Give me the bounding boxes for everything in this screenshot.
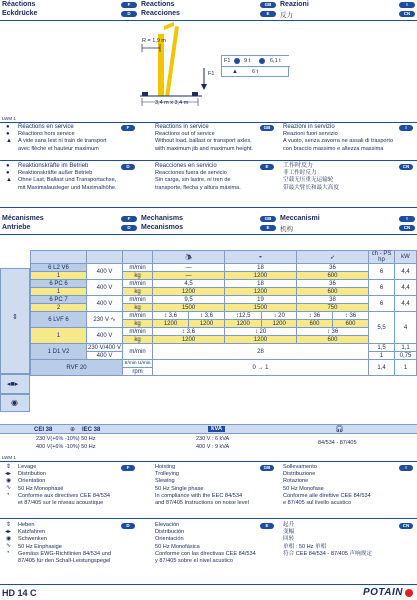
leg-fr-2: Orientation — [18, 478, 46, 485]
pc7-a1: 9,5 — [153, 296, 225, 304]
th-blank-1 — [31, 251, 87, 264]
f1-label: F1 — [224, 58, 231, 64]
mech-title-it: Meccanismi — [280, 215, 320, 222]
leg-de-4: Gemäss EWG-Richtlinien 84/534 und — [18, 550, 111, 557]
mech-col-en-es — [139, 214, 278, 233]
mech-title-fr: Mécanismes — [2, 215, 44, 222]
table-row — [31, 360, 417, 368]
leg-zh-2: 回转 — [283, 536, 295, 543]
bottom-divider-2 — [0, 518, 417, 519]
pc7-c1: 38 — [296, 296, 368, 304]
es-line-3: transporte, flecha y altura máxima. — [155, 184, 241, 191]
legend-fr — [18, 464, 136, 507]
leg-en-4: In compliance with the EEC 84/534 — [155, 492, 243, 499]
legend-es — [155, 522, 275, 565]
th-blank-3 — [123, 251, 153, 264]
lvf6-num: 1 — [31, 328, 87, 344]
service-dot-icon: ● — [6, 124, 10, 130]
hoist-icon-cell — [0, 268, 30, 374]
leg-zh-3: 单相 : 50 Hz 单相 — [283, 543, 327, 550]
lvf6-u1: m/min — [123, 312, 153, 320]
power-line-2: 400 V(+6% -10%) 50 Hz — [36, 444, 96, 450]
lv6-b2: 1200 — [225, 272, 297, 280]
reactions-text-divider — [0, 122, 417, 123]
lvf6-r4-1: 1200 — [225, 336, 297, 344]
leg-es-3: 50 Hz Monofásica — [155, 543, 200, 550]
th-turtle — [225, 251, 297, 264]
service-dot-icon-2: ● — [6, 163, 10, 169]
de-line-2: Ohne Last, Ballast und Transportachse, — [18, 177, 117, 184]
header-col-en-es — [139, 0, 278, 19]
mechanisms-header — [0, 214, 417, 233]
pc6-b1: 18 — [225, 280, 297, 288]
it-line-2: A vuoto, senza zavorra ne assali di trasporto — [283, 138, 394, 145]
lv6-volt: 400 V — [87, 264, 123, 280]
badge-f-2: F — [121, 125, 135, 131]
table-row — [31, 280, 417, 288]
kva-line-1: 230 V : 6 kVA — [196, 436, 230, 442]
mech-badge-e: E — [260, 225, 276, 231]
model-name: HD 14 C — [2, 588, 37, 598]
lvf6-r2-2: 1200 — [225, 320, 262, 328]
reactions-it — [283, 124, 413, 153]
title-zh: 反力 — [280, 12, 293, 19]
lvf6-r3-0: ↕ 3,6 — [153, 328, 225, 336]
bottom-divider — [0, 461, 417, 462]
dv2-kw1: 1,1 — [395, 344, 417, 352]
mech-title-es: Mecanismos — [141, 224, 184, 231]
it-line-1: Reazioni fuori servizio — [283, 131, 338, 138]
leg-zh-1: 变幅 — [283, 529, 295, 536]
title-it: Reazioni — [280, 1, 309, 8]
title-en: Reactions — [141, 1, 175, 8]
table-row — [31, 328, 417, 336]
badge-e-3: E — [260, 523, 274, 529]
reactions-fr — [18, 124, 136, 153]
lv6-kw: 4,4 — [395, 264, 417, 280]
th-snail — [153, 251, 225, 264]
header-underline — [0, 20, 417, 21]
mech-table-wrap — [0, 250, 417, 416]
pc6-num: 1 — [31, 288, 87, 296]
lv6-name: 6 L2 V6 — [31, 264, 87, 272]
mech-title-zh: 机构 — [280, 226, 293, 233]
pc7-a2: 1500 — [153, 304, 225, 312]
table-row — [31, 312, 417, 320]
reactions-header — [0, 0, 417, 19]
header-col-fr-de — [0, 0, 139, 19]
rvf-name: RVF 20 — [31, 360, 123, 376]
pc7-b2: 1500 — [225, 304, 297, 312]
leg-de-3: 50 Hz Einphasige — [18, 543, 62, 550]
iec-label: IEC 38 — [82, 427, 101, 433]
leg-fr-1: Distribution — [18, 471, 46, 478]
th-chps — [369, 251, 395, 264]
pc6-c1: 36 — [296, 280, 368, 288]
lv6-b1: 18 — [225, 264, 297, 272]
badge-cn-2: CN — [399, 164, 413, 170]
fr-line-3: avec flèche et hauteur maximum — [18, 145, 99, 152]
noise-legend-icon: ◔ — [6, 492, 10, 498]
reactions-text-divider-2 — [0, 160, 417, 161]
f1-value-2: 6,1 t — [270, 58, 281, 64]
pc6-a2: 1200 — [153, 288, 225, 296]
leg-es-2: Orientación — [155, 536, 184, 543]
legend-de — [18, 522, 136, 565]
lvf6-r4-0: 1200 — [153, 336, 225, 344]
lvf6-r1-2: ↕12,5 — [225, 312, 262, 320]
slew-icon-cell — [0, 394, 30, 412]
pc6-a1: 4,5 — [153, 280, 225, 288]
kva-line-2: 400 V : 9 kVA — [196, 444, 230, 450]
lvf6-u3: m/min — [123, 328, 153, 336]
pc7-num: 2 — [31, 304, 87, 312]
radius-label: R = 1,9 m — [142, 38, 166, 44]
rvf-u1: tr/min U/min — [123, 360, 153, 368]
leg-it-3: 50 Hz Monofase — [283, 485, 324, 492]
brand-logo: POTAIN — [362, 587, 403, 598]
legend-it — [283, 464, 413, 507]
reaction-values-box — [221, 55, 289, 77]
table-row — [31, 264, 417, 272]
slew-legend-icon: ◉ — [6, 478, 12, 484]
en-line-2: Without load, ballast or transport axles, — [155, 138, 252, 145]
en-line-0: Reactions in service — [155, 124, 209, 130]
mech-header-underline — [0, 234, 417, 235]
trolley-icon-cell — [0, 374, 30, 394]
legend-zh — [283, 522, 413, 558]
en-line-1: Reactions out of service — [155, 131, 215, 138]
lv6-u2: kg — [123, 272, 153, 280]
lvf6-r1-4: ↕ 36 — [296, 312, 332, 320]
pc6-kw: 4,4 — [395, 280, 417, 296]
badge-f-3: F — [121, 465, 135, 471]
zh-line-3: 带最大臂长和最大高度 — [283, 184, 339, 191]
lvf6-r1-3: ↕ 20 — [262, 312, 297, 320]
es-line-2: Sin carga, sin lastre, ni tren de — [155, 177, 231, 184]
pc7-volt: 400 V — [87, 296, 123, 312]
leg-it-0: Sollevamento — [283, 464, 317, 470]
th-kw: kW — [395, 251, 417, 264]
warning-icon-2: ▲ — [6, 177, 12, 183]
leg-en-5: and 87/405 Instructions on noise level — [155, 500, 249, 507]
leg-fr-5: et 87/405 sur le niveau acoustique — [18, 500, 104, 507]
turtle-icon: ◒ — [258, 254, 263, 260]
reaction-in-service-icon — [234, 58, 240, 64]
badge-cn: CN — [399, 11, 415, 17]
fr-line-2: A vide sans lest ni train de transport — [18, 138, 107, 145]
f1-row — [222, 56, 290, 67]
dv2-name: 1 D1 V2 — [31, 344, 87, 360]
leg-it-1: Distribuzione — [283, 471, 316, 478]
leg-de-5: 87/405 für den Schall-Leistungspegel — [18, 558, 111, 565]
mech-col-it-zh — [278, 214, 417, 233]
lvf6-r3-1: ↕ 20 — [225, 328, 297, 336]
snail-icon: 🐌︎ — [184, 254, 193, 261]
table-row — [31, 344, 417, 352]
warning-icon: ▲ — [232, 69, 238, 75]
pc6-ch: 6 — [369, 280, 395, 296]
dv2-u1: m/min — [123, 344, 153, 360]
leg-de-2: Schwenken — [18, 536, 47, 543]
fr-line-1: Réactions hors service — [18, 131, 75, 138]
pc7-c2: 750 — [296, 304, 368, 312]
es-line-0: Reacciones en servicio — [155, 163, 217, 169]
pc6-name: 6 PC 6 — [31, 280, 87, 288]
plug-icon: ⊕ — [70, 427, 76, 433]
pc7-kw: 4,4 — [395, 296, 417, 312]
badge-e: E — [260, 11, 276, 17]
badge-d: D — [121, 11, 137, 17]
lvf6-u2: kg — [123, 320, 153, 328]
mast-right-icon — [165, 26, 179, 96]
badge-d-2: D — [121, 164, 135, 170]
code-bottom: LWM 1 — [2, 455, 16, 460]
th-hare — [296, 251, 368, 264]
lv6-num: 1 — [31, 272, 87, 280]
title-fr: Réactions — [2, 1, 36, 8]
leg-en-0: Hoisting — [155, 464, 176, 470]
trolley-legend-icon-2: ◂▸ — [5, 529, 12, 535]
mech-badge-f: F — [121, 216, 137, 222]
lvf6-name: 6 LVF 6 — [31, 312, 87, 328]
lvf6-r3-2: ↕ 36 — [296, 328, 368, 336]
mech-col-fr-de — [0, 214, 139, 233]
hp-label: hp — [378, 257, 385, 263]
warning-icon: ▲ — [6, 138, 12, 144]
lv6-a2: — — [153, 272, 225, 280]
reaction-out-service-icon — [259, 58, 265, 64]
dv2-kw2: 0,75 — [395, 352, 417, 360]
lvf6-r2-5: 600 — [332, 320, 368, 328]
hoist-arrows-icon: ⇕ — [12, 314, 18, 321]
leg-es-5: y 87/405 sobre el nivel acustico — [155, 558, 234, 565]
es-line-1: Reacciones fuera de servicio — [155, 170, 227, 177]
pc6-b2: 1200 — [225, 288, 297, 296]
leg-it-4: Conforme alle direttive CEE 84/534 — [283, 492, 371, 499]
leg-de-0: Heben — [18, 522, 35, 528]
lvf6-r1-1: ↕ 3,6 — [189, 312, 225, 320]
dv2-volt2: 400 V — [87, 352, 123, 360]
footer-bar — [0, 584, 417, 600]
reactions-es — [155, 163, 275, 192]
hoist-legend-icon: ⇕ — [6, 464, 12, 470]
fr-line-0: Réactions en service — [18, 124, 74, 130]
pc6-c2: 600 — [296, 288, 368, 296]
lvf6-kw: 4 — [395, 312, 417, 344]
f1-value-1: 9 t — [244, 58, 251, 64]
it-line-0: Reazioni in servizio — [283, 124, 335, 130]
dv2-ch1: 1,5 — [369, 344, 395, 352]
reactions-en — [155, 124, 275, 153]
leg-fr-3: 50 Hz Monophasé — [18, 485, 64, 492]
zh-line-2: 空载无压重无运输轮 — [283, 177, 334, 184]
ac-wave-icon: ∿ — [110, 317, 116, 323]
badge-e-2: E — [260, 164, 274, 170]
lvf6-u4: kg — [123, 336, 153, 344]
dv2-volt1: 230 V/400 V — [88, 344, 122, 351]
leg-es-1: Distribución — [155, 529, 185, 536]
zh-line-0: 工作时反力 — [283, 163, 314, 169]
leg-fr-4: Conforme aux directives CEE 84/534 — [18, 492, 111, 499]
badge-i-3: I — [399, 465, 413, 471]
mechanisms-table — [30, 250, 417, 376]
pc6-u1: m/min — [123, 280, 153, 288]
mech-badge-d: D — [121, 225, 137, 231]
leg-es-4: Conforme con las directivas CEE 84/534 — [155, 550, 256, 557]
table-header-row — [31, 251, 417, 264]
it-line-3: con braccio massimo e altezza massima — [283, 145, 384, 152]
reactions-de — [18, 163, 136, 192]
lvf6-r2-4: 600 — [296, 320, 332, 328]
single-phase-icon: ∿ — [6, 485, 12, 491]
badge-gb-2: GB — [260, 125, 274, 131]
single-phase-icon-2: ∿ — [6, 543, 12, 549]
mech-title-de: Antriebe — [2, 224, 31, 231]
hare-icon: ➶ — [329, 254, 335, 261]
leg-es-0: Elevación — [155, 522, 180, 528]
en-line-3: with maximum jib and maximum height. — [155, 145, 253, 152]
leg-en-1: Trolleying — [155, 471, 180, 478]
hoist-legend-icon-2: ⇕ — [6, 522, 12, 528]
f1-warn-value: 6 t — [252, 69, 259, 75]
legend-en — [155, 464, 275, 507]
badge-i: I — [399, 2, 415, 8]
lv6-c1: 36 — [296, 264, 368, 272]
lvf6-v1-text: 230 V — [93, 317, 109, 323]
slew-legend-icon-2: ◉ — [6, 536, 12, 542]
dv2-val: 28 — [153, 344, 369, 360]
pc7-b1: 19 — [225, 296, 297, 304]
leg-zh-0: 起升 — [283, 522, 295, 528]
slew-icon: ◉ — [11, 398, 18, 407]
pc6-u2: kg — [123, 288, 153, 296]
lv6-a1: — — [153, 264, 225, 272]
chps-label: ch - PS — [371, 251, 392, 257]
de-line-3: mit Maximalausleger und Maximalhöhe. — [18, 184, 117, 191]
lvf6-r2-0: 1200 — [153, 320, 189, 328]
title-es: Reacciones — [141, 10, 180, 17]
trolley-arrows-icon: ◂■▸ — [7, 381, 19, 388]
pc7-name: 6 PC 7 — [31, 296, 87, 304]
cei-label: CEI 38 — [34, 427, 53, 433]
lvf6-r1-0: ↕ 3,6 — [153, 312, 189, 320]
badge-gb-3: GB — [260, 465, 274, 471]
lvf6-r4-2: 600 — [296, 336, 368, 344]
pc6-volt: 400 V — [87, 280, 123, 296]
header-col-it-zh — [278, 0, 417, 19]
mech-top-line — [0, 207, 417, 208]
base-dimension-label: 3,4 m x 3,4 m — [155, 100, 189, 106]
brand-mark-icon — [405, 589, 413, 597]
lvf6-r2-1: 1200 — [189, 320, 225, 328]
out-service-dot-icon-2: ● — [6, 170, 10, 176]
leg-it-5: e 87/405 sul livello acustico — [283, 500, 352, 507]
lvf6-volt1 — [87, 312, 123, 328]
code-top: LWM 1 — [2, 116, 16, 121]
mech-badge-i: I — [399, 216, 415, 222]
power-header-strip — [0, 424, 417, 434]
lv6-ch: 6 — [369, 264, 395, 280]
badge-d-3: D — [121, 523, 135, 529]
pc7-u1: m/min — [123, 296, 153, 304]
lvf6-ch: 5,5 — [369, 312, 395, 344]
leg-it-2: Rotazione — [283, 478, 309, 485]
reactions-zh — [283, 163, 413, 192]
badge-i-2: I — [399, 125, 413, 131]
mech-badge-cn: CN — [399, 225, 415, 231]
title-de: Eckdrücke — [2, 10, 38, 17]
lvf6-r2-3: 1200 — [262, 320, 297, 328]
th-blank-2 — [87, 251, 123, 264]
f1-arrow-label: F1 — [208, 71, 215, 77]
trolley-legend-icon: ◂▸ — [5, 471, 12, 477]
pc7-u2: kg — [123, 304, 153, 312]
lvf6-volt2: 400 V — [87, 328, 123, 344]
zh-line-1: 非工作时反力 — [283, 170, 317, 177]
leg-en-3: 50 Hz Single phase — [155, 485, 204, 492]
f1-warn-row — [222, 67, 290, 78]
out-service-dot-icon: ● — [6, 131, 10, 137]
noise-legend-icon-2: ◔ — [6, 550, 10, 556]
lvf6-r1-5: ↕ 36 — [332, 312, 368, 320]
leg-zh-4: 符合 CEE 84/534 - 87/405 声响规定 — [283, 550, 372, 557]
mech-title-en: Mechanisms — [141, 215, 184, 222]
badge-cn-3: CN — [399, 523, 413, 529]
pc7-ch: 6 — [369, 296, 395, 312]
lv6-u1: m/min — [123, 264, 153, 272]
de-line-1: Reaktionskräfte außer Betrieb — [18, 170, 93, 177]
badge-gb: GB — [260, 2, 276, 8]
de-line-0: Reaktionskräfte im Betrieb — [18, 163, 89, 169]
kva-label: kVA — [208, 426, 225, 432]
lv6-c2: 600 — [296, 272, 368, 280]
rvf-u2: rpm — [123, 368, 153, 376]
leg-de-1: Katzfahren — [18, 529, 46, 536]
rvf-kw: 1 — [395, 360, 417, 376]
noise-directive: 84/534 - 87/405 — [318, 440, 357, 446]
dv2-ch2: 1 — [369, 352, 395, 360]
headphones-icon: 🎧︎ — [335, 426, 344, 433]
mech-badge-gb: GB — [260, 216, 276, 222]
table-row — [31, 296, 417, 304]
rvf-ch: 1,4 — [369, 360, 395, 376]
badge-f: F — [121, 2, 137, 8]
power-line-1: 230 V(+6% -10%) 50 Hz — [36, 436, 96, 442]
leg-fr-0: Levage — [18, 464, 37, 470]
rvf-val: 0 → 1 — [153, 360, 369, 376]
leg-en-2: Slewing — [155, 478, 175, 485]
